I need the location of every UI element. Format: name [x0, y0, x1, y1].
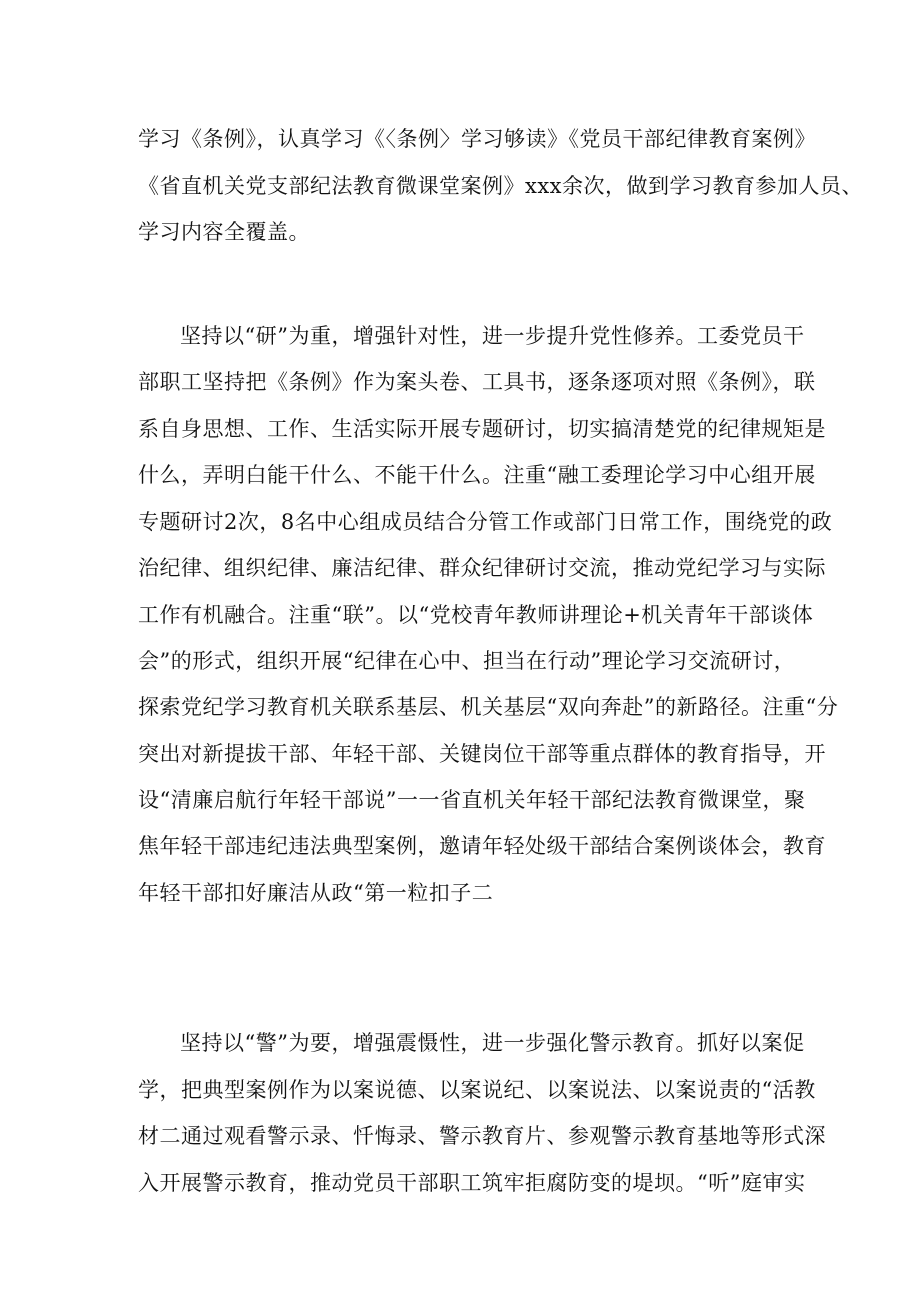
- text-line: 什么，弄明白能干什么、不能干什么。注重“融工委理论学习中心组开展: [138, 463, 816, 487]
- text-line: 入开展警示教育，推动党员干部职工筑牢拒腐防变的堤坝。“听”庭审实: [138, 1171, 806, 1195]
- text-line: 学习《条例》，认真学习《〈条例〉学习够读》《党员干部纪律教育案例》: [138, 127, 816, 151]
- text-line: 《省直机关党支部纪法教育微课堂案例》xxx余次，做到学习教育参加人员、: [138, 174, 864, 198]
- text-line: 学习内容全覆盖。: [138, 220, 310, 244]
- text-line: 突出对新提拔干部、年轻干部、关键岗位干部等重点群体的教育指导，开: [138, 742, 826, 766]
- text-line: 坚持以“警”为要，增强震慑性，进一步强化警示教育。抓好以案促: [180, 1031, 805, 1055]
- text-line: 会”的形式，组织开展“纪律在心中、担当在行动”理论学习交流研讨，: [138, 649, 796, 673]
- text-line: 系自身思想、工作、生活实际开展专题研讨，切实搞清楚党的纪律规矩是: [138, 417, 826, 441]
- text-line: 探索党纪学习教育机关联系基层、机关基层“双向奔赴”的新路径。注重“分: [138, 695, 839, 719]
- text-line: 材二通过观看警示录、忏悔录、警示教育片、参观警示教育基地等形式深: [138, 1124, 826, 1148]
- text-line: 专题研讨2次，8名中心组成员结合分管工作或部门日常工作，围绕党的政: [138, 510, 833, 534]
- text-line: 设“清廉启航行年轻干部说”一一省直机关年轻干部纪法教育微课堂，聚: [138, 788, 806, 812]
- text-line: 焦年轻干部违纪违法典型案例，邀请年轻处级干部结合案例谈体会，教育: [138, 834, 826, 858]
- text-line: 学，把典型案例作为以案说德、以案说纪、以案说法、以案说责的“活教: [138, 1078, 816, 1102]
- text-line: 工作有机融合。注重“联”。以“党校青年教师讲理论+机关青年干部谈体: [138, 603, 814, 627]
- text-line: 坚持以“研”为重，增强针对性，进一步提升党性修养。工委党员干: [180, 324, 805, 348]
- text-line: 治纪律、组织纪律、廉洁纪律、群众纪律研讨交流，推动党纪学习与实际: [138, 556, 826, 580]
- text-line: 年轻干部扣好廉洁从政“第一粒扣子二: [138, 881, 494, 905]
- text-line: 部职工坚持把《条例》作为案头卷、工具书，逐条逐项对照《条例》，联: [138, 370, 816, 394]
